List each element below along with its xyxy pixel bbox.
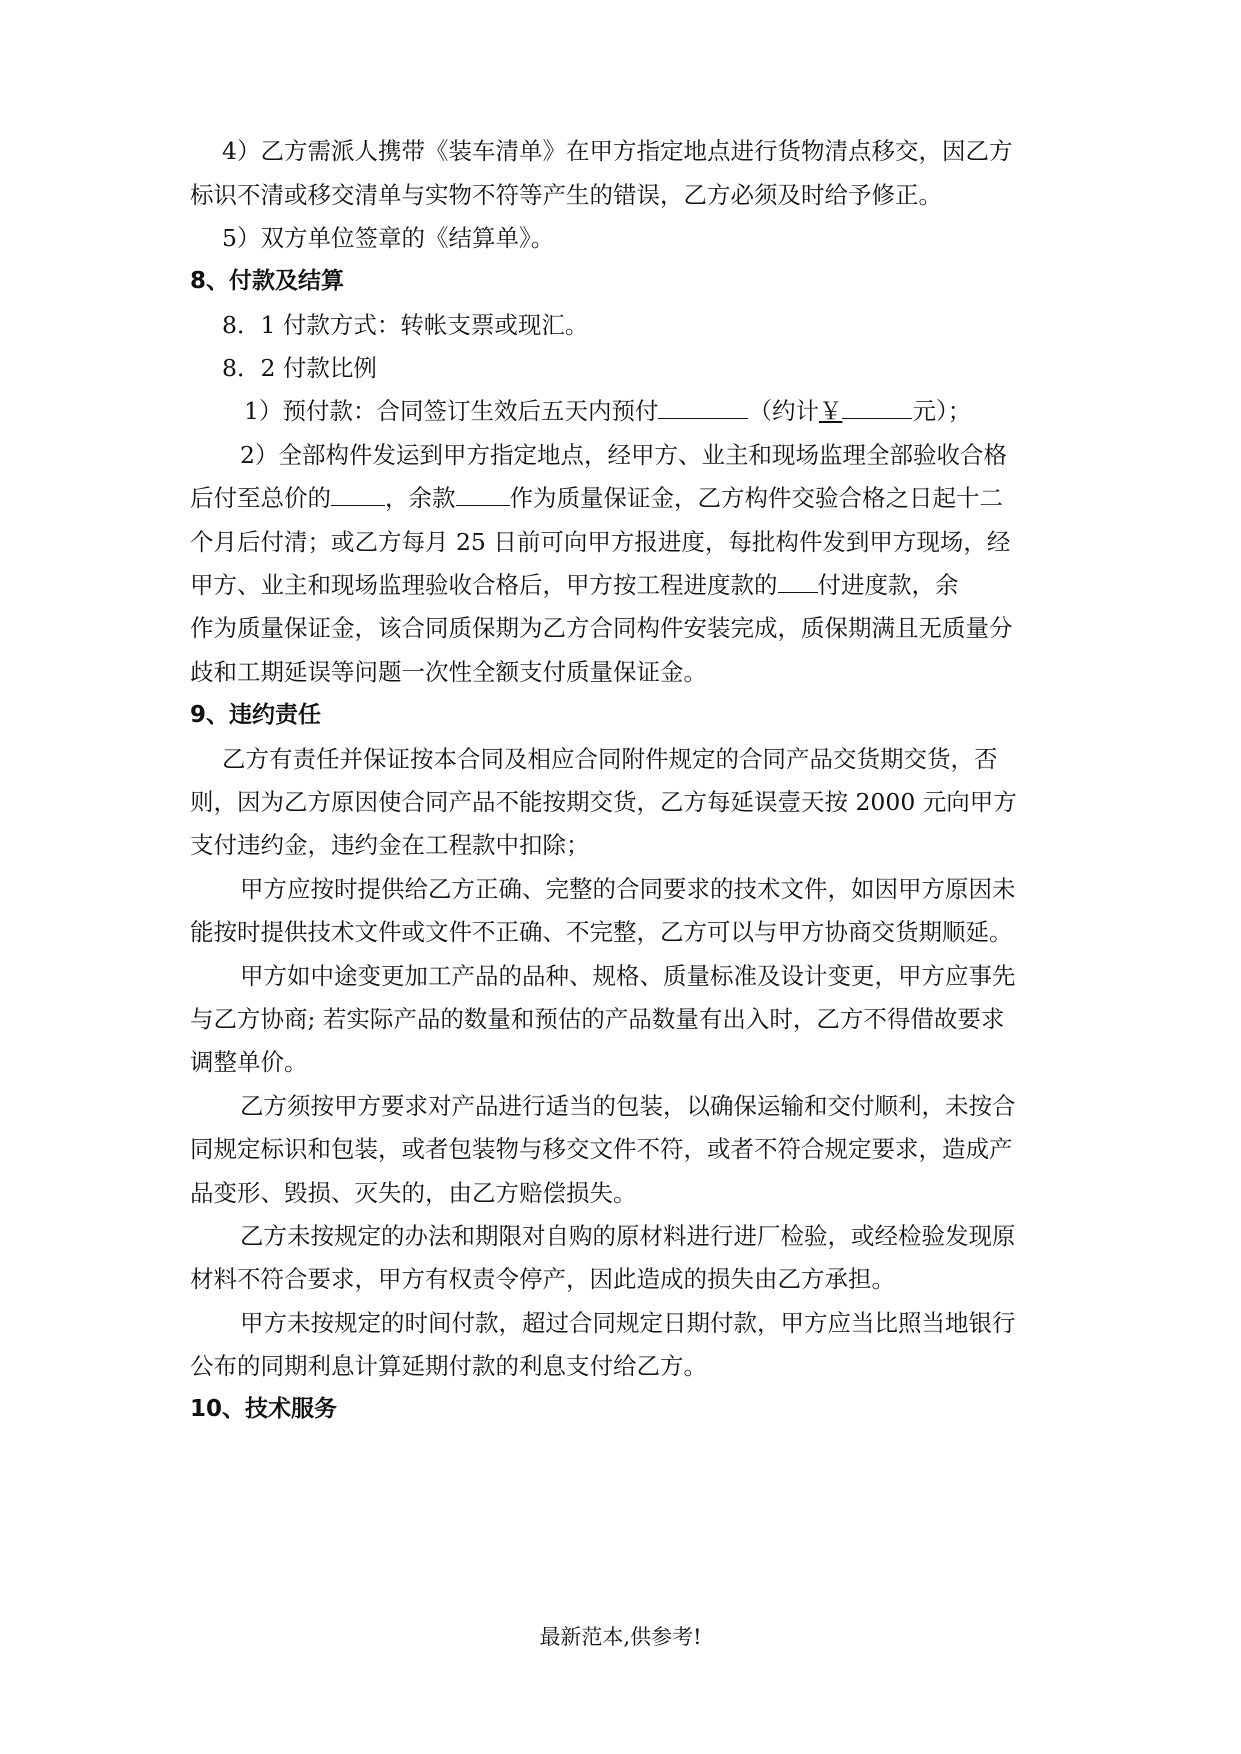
sec9-p1-line2: 则，因为乙方原因使合同产品不能按期交货，乙方每延误壹天按 2000 元向甲方 bbox=[190, 788, 1017, 816]
payment-method: 8．1 付款方式：转帐支票或现汇。 bbox=[222, 311, 589, 339]
prepayment-approx: （约计 bbox=[748, 397, 819, 425]
sec9-p4-line1: 乙方须按甲方要求对产品进行适当的包装，以确保运输和交付顺利，未按合 bbox=[240, 1092, 1016, 1120]
sec9-p1-line1: 乙方有责任并保证按本合同及相应合同附件规定的合同产品交货期交货，否 bbox=[222, 745, 998, 773]
prepayment-amount-blank[interactable] bbox=[842, 396, 912, 419]
sec9-p6-line2: 公布的同期利息计算延期付款的利息支付给乙方。 bbox=[190, 1352, 707, 1380]
prepayment-line bbox=[244, 394, 1124, 428]
progress-percent-blank[interactable] bbox=[778, 570, 818, 593]
item2-line3: 个月后付清；或乙方每月 25 日前可向甲方报进度，每批构件发到甲方现场，经 bbox=[190, 528, 1011, 556]
item2-line5: 作为质量保证金，该合同质保期为乙方合同构件安装完成，质保期满且无质量分 bbox=[190, 614, 1013, 642]
prepayment-unit: 元）； bbox=[912, 397, 972, 425]
sec9-p6-line1: 甲方未按规定的时间付款，超过合同规定日期付款，甲方应当比照当地银行 bbox=[240, 1309, 1016, 1337]
sec9-p2-line1: 甲方应按时提供给乙方正确、完整的合同要求的技术文件，如因甲方原因未 bbox=[240, 875, 1016, 903]
yen-symbol: ￥ bbox=[818, 397, 843, 425]
sec9-p1-line3: 支付违约金，违约金在工程款中扣除； bbox=[190, 831, 590, 859]
item2-line2-a: 后付至总价的 bbox=[190, 484, 331, 512]
sec9-p3-line1: 甲方如中途变更加工产品的品种、规格、质量标准及设计变更，甲方应事先 bbox=[240, 962, 1016, 990]
item2-line4-a: 甲方、业主和现场监理验收合格后，甲方按工程进度款的 bbox=[190, 571, 778, 599]
prepayment-text: 1）预付款：合同签订生效后五天内预付 bbox=[244, 397, 659, 425]
section-8-heading: 8、付款及结算 bbox=[190, 268, 345, 294]
prepayment-blank[interactable] bbox=[658, 396, 748, 419]
sec9-p5-line2: 材料不符合要求，甲方有权责令停产，因此造成的损失由乙方承担。 bbox=[190, 1265, 895, 1293]
sec9-p5-line1: 乙方未按规定的办法和期限对自购的原材料进行进厂检验，或经检验发现原 bbox=[240, 1222, 1016, 1250]
item4-line2: 标识不清或移交清单与实物不符等产生的错误，乙方必须及时给予修正。 bbox=[190, 181, 942, 209]
item2-line2-b: ，余款 bbox=[385, 484, 456, 512]
sec9-p2-line2: 能按时提供技术文件或文件不正确、不完整，乙方可以与甲方协商交货期顺延。 bbox=[190, 918, 1013, 946]
sec9-p3-line3: 调整单价。 bbox=[190, 1048, 308, 1076]
item2-line2 bbox=[190, 481, 1070, 515]
sec9-p4-line2: 同规定标识和包装，或者包装物与移交文件不符，或者不符合规定要求，造成产 bbox=[190, 1135, 1013, 1163]
total-percent-blank[interactable] bbox=[331, 483, 385, 506]
item5: 5）双方单位签章的《结算单》。 bbox=[222, 224, 555, 252]
balance-blank[interactable] bbox=[456, 483, 510, 506]
sec9-p4-line3: 品变形、毁损、灭失的，由乙方赔偿损失。 bbox=[190, 1179, 637, 1207]
item2-line4 bbox=[190, 568, 1070, 602]
sec9-p3-line2: 与乙方协商; 若实际产品的数量和预估的产品数量有出入时，乙方不得借故要求 bbox=[190, 1005, 1005, 1033]
item2-line2-c: 作为质量保证金，乙方构件交验合格之日起十二 bbox=[509, 484, 1003, 512]
page-footer: 最新范本,供参考! bbox=[539, 1625, 702, 1649]
section-9-heading: 9、违约责任 bbox=[190, 702, 322, 728]
item4-line1: 4）乙方需派人携带《装车清单》在甲方指定地点进行货物清点移交，因乙方 bbox=[222, 137, 1013, 165]
payment-ratio: 8．2 付款比例 bbox=[222, 354, 377, 382]
item2-line4-b: 付进度款，余 bbox=[817, 571, 959, 599]
section-10-heading: 10、技术服务 bbox=[190, 1396, 338, 1422]
item2-line6: 歧和工期延误等问题一次性全额支付质量保证金。 bbox=[190, 658, 707, 686]
item2-line1: 2）全部构件发运到甲方指定地点，经甲方、业主和现场监理全部验收合格 bbox=[240, 441, 1007, 469]
